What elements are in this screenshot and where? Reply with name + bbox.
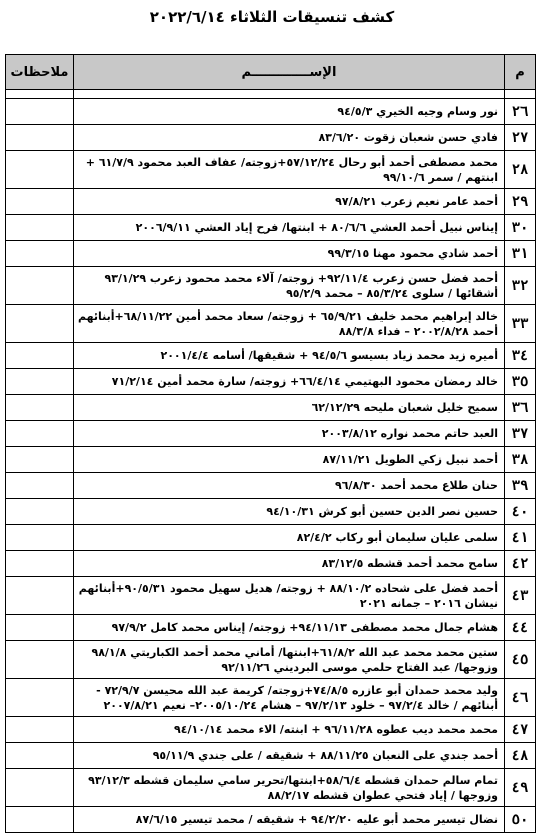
table-body	[6, 90, 536, 833]
row-name: أحمد شادي محمود مهنا ٩٩/٣/١٥	[74, 241, 505, 267]
row-notes	[6, 743, 74, 769]
table-row	[6, 807, 536, 833]
row-notes	[6, 473, 74, 499]
row-name: نور وسام وجيه الخيري ٩٤/٥/٣	[74, 99, 505, 125]
table-row	[6, 99, 536, 125]
table-row	[6, 343, 536, 369]
table-row	[6, 615, 536, 641]
row-name: أحمد فضل على شحاده ٨٨/١٠/٢ + زوجته/ هديل سهيل محمود ٩٠/٥/٣١+أبنائهم نيشان ٢٠١٦ – جمانه ٢٠٢١	[74, 577, 505, 615]
row-number: ٤٥	[505, 641, 536, 679]
row-number: ٣٣	[505, 305, 536, 343]
row-name: وليد محمد حمدان أبو عازره ٧٤/٨/٥+زوجته/ كريمة عبد الله محيسن ٧٢/٩/٧ - أبنائهم / خالد ٩٧/٢/٤ – خلود ٩٧/٢/١٣ – هشام ٢٠٠٥/١٠/٢٤– نعيم ٢٠٠٧/٨/٢١	[74, 679, 505, 717]
spacer-row	[6, 90, 536, 99]
row-name: ستين محمد محمد عبد الله ٦١/٨/٢+ابنتها/ أماني محمد أحمد الكباريتي ٩٨/١/٨ وزوجها/ عبد الفتاح حلمي موسى البرديني ٩٢/١١/٢٦	[74, 641, 505, 679]
table-row	[6, 151, 536, 189]
row-notes	[6, 447, 74, 473]
page-title: كشف تنسيقات الثلاثاء ٢٠٢٢/٦/١٤	[149, 8, 395, 26]
row-notes	[6, 241, 74, 267]
row-notes	[6, 369, 74, 395]
row-notes	[6, 499, 74, 525]
table-row	[6, 395, 536, 421]
row-number: ٢٧	[505, 125, 536, 151]
table-row	[6, 421, 536, 447]
row-number: ٣٤	[505, 343, 536, 369]
table-row	[6, 447, 536, 473]
row-number: ٢٦	[505, 99, 536, 125]
table-row	[6, 717, 536, 743]
row-notes	[6, 525, 74, 551]
row-name: محمد مصطفى أحمد أبو رحال ٥٧/١٢/٢٤+زوجته/ عفاف العبد محمود ٦١/٧/٩ + ابنتهم / سمر ٩٩/١٠/٦	[74, 151, 505, 189]
row-name: حنان طلاع محمد أحمد ٩٦/٨/٣٠	[74, 473, 505, 499]
row-name: محمد محمد ديب عطوه ٩٦/١١/٢٨ + ابنته/ الاء محمد ٩٤/١٠/١٤	[74, 717, 505, 743]
row-notes	[6, 577, 74, 615]
row-number: ٢٩	[505, 189, 536, 215]
row-name: أحمد جندي على النعبان ٨٨/١١/٢٥ + شقيقه / على جندي ٩٥/١١/٩	[74, 743, 505, 769]
row-name: أميره زيد محمد زياد بسيسو ٩٤/٥/٦ + شقيقها/ أسامه ٢٠٠١/٤/٤	[74, 343, 505, 369]
row-number: ٤١	[505, 525, 536, 551]
table-row	[6, 577, 536, 615]
row-notes	[6, 189, 74, 215]
row-notes	[6, 551, 74, 577]
row-number: ٤٧	[505, 717, 536, 743]
row-notes	[6, 395, 74, 421]
table-row	[6, 267, 536, 305]
row-number: ٤٤	[505, 615, 536, 641]
table-row	[6, 769, 536, 807]
row-number: ٤٩	[505, 769, 536, 807]
table-row	[6, 551, 536, 577]
row-notes	[6, 769, 74, 807]
table-row	[6, 743, 536, 769]
row-number: ٣١	[505, 241, 536, 267]
row-number: ٣٩	[505, 473, 536, 499]
row-name: أحمد فضل حسن زعرب ٩٢/١١/٤+ زوجته/ آلاء محمد محمود زعرب ٩٣/١/٢٩ أشقائها / سلوى ٨٥/٣/٢٤ – محمد ٩٥/٢/٩	[74, 267, 505, 305]
row-notes	[6, 151, 74, 189]
row-notes	[6, 679, 74, 717]
row-notes	[6, 267, 74, 305]
row-number: ٣٨	[505, 447, 536, 473]
row-number: ٤٨	[505, 743, 536, 769]
table-row	[6, 305, 536, 343]
table-header-row	[6, 55, 536, 90]
row-name: العبد حاتم محمد نواره ٢٠٠٣/٨/١٢	[74, 421, 505, 447]
row-name: سميح خليل شعبان مليحه ٦٢/١٢/٢٩	[74, 395, 505, 421]
row-name: أحمد عامر نعيم زعرب ٩٧/٨/٢١	[74, 189, 505, 215]
row-name: أحمد نبيل زكي الطويل ٨٧/١١/٢١	[74, 447, 505, 473]
row-name: هشام جمال محمد مصطفى ٩٤/١١/١٣+ زوجته/ إيناس محمد كامل ٩٧/٩/٢	[74, 615, 505, 641]
header-notes: ملاحظات	[6, 55, 74, 90]
row-name: حسين نصر الدين حسين أبو كرش ٩٤/١٠/٣١	[74, 499, 505, 525]
row-notes	[6, 807, 74, 833]
row-name: خالد إبراهيم محمد خليف ٦٥/٩/٢١ + زوجته/ سعاد محمد أمين ٦٨/١١/٢٢+أبنائهم أحمد ٢٠٠٢/٨/٢٨ – فداء ٨٨/٣/٨	[74, 305, 505, 343]
row-number: ٥٠	[505, 807, 536, 833]
row-notes	[6, 343, 74, 369]
row-name: فادي حسن شعبان زقوت ٨٣/٦/٢٠	[74, 125, 505, 151]
row-name: إيناس نبيل أحمد العشي ٨٠/٦/٦ + ابنتها/ فرح إياد العشي ٢٠٠٦/٩/١١	[74, 215, 505, 241]
table-row	[6, 369, 536, 395]
row-number: ٣٥	[505, 369, 536, 395]
row-name: خالد رمضان محمود البهتيمي ٦٦/٤/١٤+ زوجته/ سارة محمد أمين ٧١/٢/١٤	[74, 369, 505, 395]
row-number: ٢٨	[505, 151, 536, 189]
table-row	[6, 189, 536, 215]
row-notes	[6, 99, 74, 125]
row-number: ٣٢	[505, 267, 536, 305]
row-notes	[6, 421, 74, 447]
row-number: ٣٠	[505, 215, 536, 241]
row-number: ٣٧	[505, 421, 536, 447]
row-notes	[6, 641, 74, 679]
table-row	[6, 215, 536, 241]
table-row	[6, 641, 536, 679]
table-row	[6, 241, 536, 267]
row-name: سامح محمد أحمد قشطه ٨٣/١٢/٥	[74, 551, 505, 577]
row-number: ٤٠	[505, 499, 536, 525]
table-row	[6, 125, 536, 151]
names-table	[5, 54, 536, 833]
row-name: تمام سالم حمدان قشطه ٥٨/٦/٤+ابنتها/تحرير سامي سليمان قشطه ٩٣/١٢/٣ وزوجها / إياد فتحي عطوان قشطه ٨٨/٢/١٧	[74, 769, 505, 807]
row-notes	[6, 717, 74, 743]
row-number: ٤٣	[505, 577, 536, 615]
row-number: ٣٦	[505, 395, 536, 421]
table-row	[6, 499, 536, 525]
header-num: م	[505, 55, 536, 90]
row-notes	[6, 615, 74, 641]
row-number: ٤٢	[505, 551, 536, 577]
row-number: ٤٦	[505, 679, 536, 717]
table-row	[6, 525, 536, 551]
row-notes	[6, 305, 74, 343]
row-name: سلمى عليان سليمان أبو ركاب ٨٢/٤/٢	[74, 525, 505, 551]
row-notes	[6, 215, 74, 241]
row-notes	[6, 125, 74, 151]
header-name: الإســـــــــــــم	[74, 55, 505, 90]
table-row	[6, 679, 536, 717]
row-name: نضال تيسير محمد أبو عليه ٩٤/٢/٢٠ + شقيقه / محمد تيسير ٨٧/٦/١٥	[74, 807, 505, 833]
table-row	[6, 473, 536, 499]
